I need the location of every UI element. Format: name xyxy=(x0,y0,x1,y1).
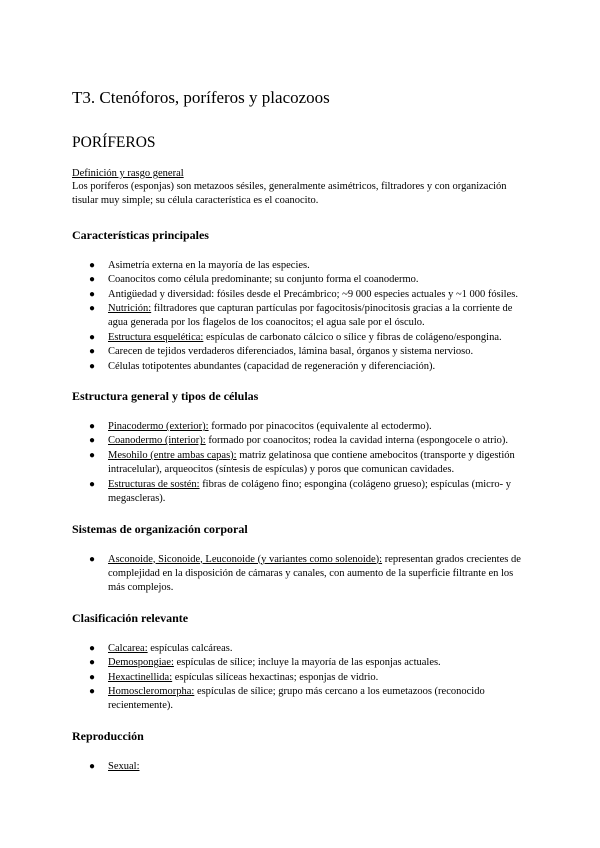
list-item-text: espículas de carbonato cálcico o sílice y fibras de colágeno/espongina. xyxy=(203,331,502,343)
list-item-text: formado por coanocitos; rodea la cavidad interna (espongocele o atrio). xyxy=(205,435,509,447)
list-item xyxy=(72,553,528,596)
reproduccion-heading: Reproducción xyxy=(72,728,144,743)
list-item-text: espículas de sílice; incluye la mayoría de las esponjas actuales. xyxy=(173,657,441,669)
document-title: T3. Ctenóforos, poríferos y placozoos xyxy=(72,88,330,107)
list-item xyxy=(72,478,528,507)
list-item-text: Antigüedad y diversidad: fósiles desde el Precámbrico; ~9 000 especies actuales y ~1 000 fósiles. xyxy=(108,288,518,300)
definition-text: Los poríferos (esponjas) son metazoos sésiles, generalmente asimétricos, filtradores y con organización tisular muy simple; su célula característica es el coanocito. xyxy=(72,181,507,207)
list-item xyxy=(72,642,528,656)
list-item-label: Mesohilo (entre ambas capas): xyxy=(108,449,237,461)
list-item-label: Coanodermo (interior): xyxy=(108,435,206,447)
bullet-icon: ● xyxy=(89,685,96,697)
bullet-icon: ● xyxy=(89,331,96,343)
list-item-label: Pinacodermo (exterior): xyxy=(108,421,209,433)
bullet-icon: ● xyxy=(89,760,96,772)
list-item-text: Células totipotentes abundantes (capacidad de regeneración y diferenciación). xyxy=(108,360,436,372)
clasificacion-list xyxy=(72,642,528,714)
list-item xyxy=(72,302,528,331)
list-item-label: Nutrición: xyxy=(108,303,152,315)
list-item-text: espículas calcáreas. xyxy=(147,642,233,654)
list-item-label: Estructuras de sostén: xyxy=(108,478,200,490)
list-item-text: fibras de colágeno fino; espongina (colágeno grueso); espículas (micro- y megascleras). xyxy=(108,478,511,505)
bullet-icon: ● xyxy=(89,274,96,286)
estructura-list xyxy=(72,420,528,506)
list-item-label: Demospongiae: xyxy=(108,657,174,669)
list-item xyxy=(72,360,528,374)
list-item xyxy=(72,671,528,685)
list-item-text: formado por pinacocitos (equivalente al ectodermo). xyxy=(208,421,432,433)
list-item-label: Homoscleromorpha: xyxy=(108,685,195,697)
bullet-icon: ● xyxy=(89,288,96,300)
list-item xyxy=(72,273,528,287)
clasificacion-heading: Clasificación relevante xyxy=(72,610,189,625)
bullet-icon: ● xyxy=(89,346,96,358)
sistemas-heading: Sistemas de organización corporal xyxy=(72,521,248,536)
bullet-icon: ● xyxy=(89,435,96,447)
caracteristicas-list xyxy=(72,259,528,374)
list-item xyxy=(72,331,528,345)
caracteristicas-heading: Características principales xyxy=(72,227,209,242)
section-title: PORÍFEROS xyxy=(72,134,156,151)
list-item xyxy=(72,288,528,302)
list-item-label: Sexual: xyxy=(108,760,140,772)
sistemas-list xyxy=(72,553,528,596)
list-item-text: espículas de sílice; grupo más cercano a los eumetazoos (reconocido recientemente). xyxy=(108,685,485,712)
bullet-icon: ● xyxy=(89,303,96,315)
list-item xyxy=(72,345,528,359)
bullet-icon: ● xyxy=(89,259,96,271)
bullet-icon: ● xyxy=(89,642,96,654)
list-item xyxy=(72,760,528,774)
list-item xyxy=(72,420,528,434)
list-item-text: espículas silíceas hexactinas; esponjas de vidrio. xyxy=(172,671,379,683)
list-item-label: Estructura esquelética: xyxy=(108,331,204,343)
list-item xyxy=(72,434,528,448)
list-item-text: Carecen de tejidos verdaderos diferenciados, lámina basal, órganos y sistema nervioso. xyxy=(108,346,474,358)
list-item-label: Hexactinellida: xyxy=(108,671,173,683)
list-item-text: matriz gelatinosa que contiene amebocitos (transporte y digestión intracelular), arqueocitos (síntesis de espículas) y poros que comunican cavidades. xyxy=(108,449,515,476)
list-item xyxy=(72,259,528,273)
bullet-icon: ● xyxy=(89,671,96,683)
bullet-icon: ● xyxy=(89,478,96,490)
bullet-icon: ● xyxy=(89,360,96,372)
list-item-text: Asimetría externa en la mayoría de las especies. xyxy=(108,259,310,271)
reproduccion-list xyxy=(72,760,528,774)
list-item-text: Coanocitos como célula predominante; su conjunto forma el coanodermo. xyxy=(108,274,419,286)
list-item xyxy=(72,449,528,478)
definition-heading: Definición y rasgo general xyxy=(72,168,184,179)
list-item-text: representan grados crecientes de complejidad en la disposición de cámaras y canales, con aumento de la superficie filtrante en los más complejos. xyxy=(108,553,521,594)
bullet-icon: ● xyxy=(89,449,96,461)
list-item xyxy=(72,656,528,670)
bullet-icon: ● xyxy=(89,421,96,433)
list-item-text: filtradores que capturan partículas por fagocitosis/pinocitosis gracias a la corriente de agua generada por los flagelos de los coanocitos; el agua sale por el ósculo. xyxy=(108,303,513,329)
bullet-icon: ● xyxy=(89,657,96,669)
list-item-label: Calcarea: xyxy=(108,642,148,654)
list-item xyxy=(72,685,528,714)
list-item-label: Asconoide, Siconoide, Leuconoide (y variantes como solenoide): xyxy=(108,553,383,565)
estructura-heading: Estructura general y tipos de células xyxy=(72,389,259,404)
bullet-icon: ● xyxy=(89,553,96,565)
